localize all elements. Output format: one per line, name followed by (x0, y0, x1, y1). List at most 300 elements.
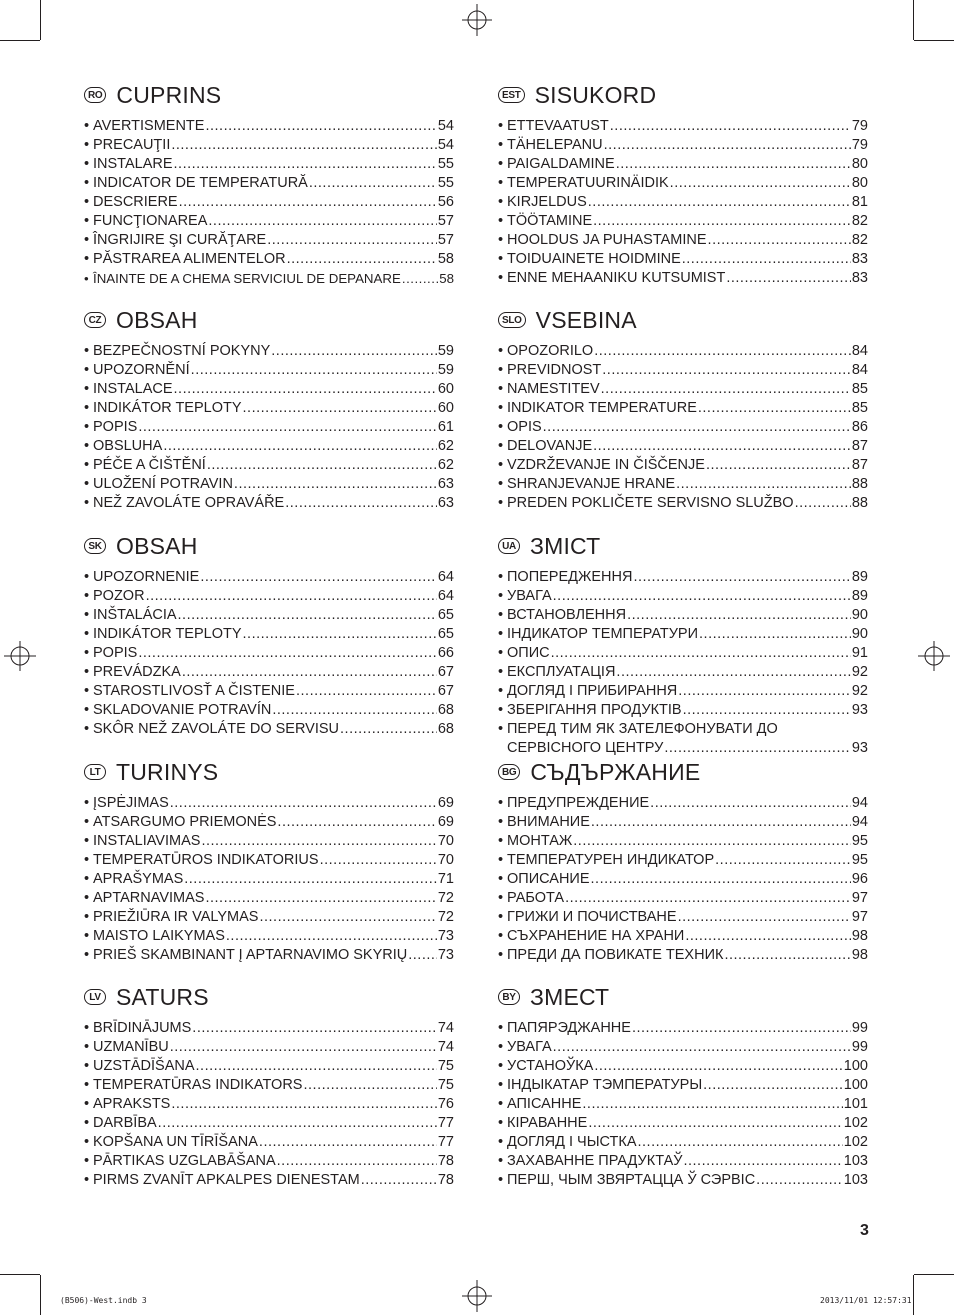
toc-entry (84, 456, 454, 475)
toc-entry (84, 682, 454, 701)
bullet: • (84, 1115, 90, 1131)
dot-leader (171, 136, 437, 155)
toc-entry-page: 67 (437, 664, 454, 680)
toc-entry-page: 88 (851, 495, 868, 511)
toc-entry (498, 380, 868, 399)
toc-entry (84, 399, 454, 418)
section-heading (84, 757, 454, 787)
toc-entry (498, 682, 868, 701)
toc-entry (498, 1171, 868, 1190)
toc-entry-page: 54 (437, 118, 454, 134)
toc-entry-page: 69 (437, 795, 454, 811)
toc-entry (84, 1152, 454, 1171)
section-title: ЗМЕСТ (530, 983, 610, 1010)
dot-leader (408, 946, 437, 965)
dot-leader (678, 682, 851, 701)
toc-entry (498, 794, 868, 813)
registration-mark-icon (462, 1280, 492, 1312)
toc-entry-label: INŠTALÁCIA (93, 607, 177, 623)
toc-entry (84, 1076, 454, 1095)
dot-leader (682, 250, 851, 269)
toc-entry-label: КІРАВАННЕ (507, 1115, 588, 1131)
toc-entry-page: 77 (437, 1134, 454, 1150)
toc-entry-page: 97 (851, 909, 868, 925)
bullet: • (498, 1077, 504, 1093)
toc-entry-page: 102 (843, 1134, 868, 1150)
bullet: • (84, 626, 90, 642)
toc-entry-page: 72 (437, 909, 454, 925)
toc-entry-page: 69 (437, 814, 454, 830)
dot-leader (285, 494, 437, 513)
bullet: • (498, 1096, 504, 1112)
bullet: • (84, 419, 90, 435)
toc-entry-page: 80 (851, 175, 868, 191)
toc-section-bg (498, 757, 868, 965)
bullet: • (498, 814, 504, 830)
toc-entry-page: 103 (843, 1153, 868, 1169)
toc-entry-page: 55 (437, 156, 454, 172)
toc-entry-label: APRAŠYMAS (93, 871, 184, 887)
bullet: • (84, 495, 90, 511)
toc-entry-page: 102 (843, 1115, 868, 1131)
toc-entry-label: VZDRŽEVANJE IN ČIŠČENJE (507, 457, 705, 473)
toc-entry-page: 81 (851, 194, 868, 210)
toc-entry-label: PĀRTIKAS UZGLABĀŠANA (93, 1153, 276, 1169)
toc-entry (84, 851, 454, 870)
bullet: • (84, 1153, 90, 1169)
dot-leader (277, 813, 436, 832)
toc-entry-page: 98 (851, 928, 868, 944)
toc-entry-label: PRIEŠ SKAMBINANT Į APTARNAVIMO SKYRIŲ (93, 947, 408, 963)
bullet: • (498, 476, 504, 492)
toc-section-ro (84, 80, 454, 288)
bullet: • (498, 1134, 504, 1150)
bullet: • (498, 852, 504, 868)
toc-entry-label: KIRJELDUS (507, 194, 587, 210)
toc-entry-page: 62 (437, 438, 454, 454)
section-heading (498, 982, 868, 1012)
toc-entry-label: UZMANĪBU (93, 1039, 169, 1055)
dot-leader (582, 1095, 842, 1114)
toc-entry-label: УСТАНОЎКА (507, 1058, 594, 1074)
section-heading (498, 305, 868, 335)
dot-leader (627, 606, 851, 625)
toc-entry (84, 927, 454, 946)
dot-leader (182, 663, 437, 682)
toc-entry (498, 136, 868, 155)
dot-leader (171, 1095, 437, 1114)
toc-entry-label: PAIGALDAMINE (507, 156, 615, 172)
toc-entry-label: ВНИМАНИЕ (507, 814, 590, 830)
section-title: VSEBINA (535, 306, 637, 333)
dot-leader (685, 927, 851, 946)
toc-entry-label: AVERTISMENTE (93, 118, 205, 134)
dot-leader (243, 399, 437, 418)
toc-entry (498, 587, 868, 606)
toc-entry (498, 870, 868, 889)
bullet: • (498, 1172, 504, 1188)
toc-section-by (498, 982, 868, 1190)
toc-entry-page: 62 (437, 457, 454, 473)
toc-entry-page: 75 (437, 1058, 454, 1074)
dot-leader (259, 1133, 437, 1152)
toc-entry (498, 1095, 868, 1114)
bullet: • (84, 137, 90, 153)
toc-entry (498, 568, 868, 587)
bullet: • (498, 721, 504, 737)
toc-entry-page: 79 (851, 137, 868, 153)
bullet: • (84, 702, 90, 718)
bullet: • (84, 118, 90, 134)
toc-entry (84, 813, 454, 832)
crop-mark (913, 0, 914, 40)
bullet: • (84, 947, 90, 963)
toc-entry (84, 437, 454, 456)
bullet: • (498, 156, 504, 172)
toc-entry (498, 1076, 868, 1095)
dot-leader (616, 663, 850, 682)
crop-mark (913, 1275, 914, 1315)
toc-list (498, 794, 868, 965)
dot-leader (271, 342, 437, 361)
toc-entry-label: SHRANJEVANJE HRANE (507, 476, 676, 492)
bullet: • (498, 569, 504, 585)
bullet: • (84, 795, 90, 811)
section-title: TURINYS (116, 758, 219, 785)
toc-entry (84, 870, 454, 889)
toc-entry-label: STAROSTLIVOSŤ A ČISTENIE (93, 683, 295, 699)
toc-entry-label: TEMPERATUURINÄIDIK (507, 175, 669, 191)
dot-leader (632, 1019, 851, 1038)
toc-entry-label: ДОГЛЯД І ПРИБИРАННЯ (507, 683, 678, 699)
toc-entry (498, 231, 868, 250)
dot-leader (309, 174, 437, 193)
toc-entry-page: 72 (437, 890, 454, 906)
bullet: • (84, 362, 90, 378)
toc-entry-page: 55 (437, 175, 454, 191)
language-badge: SK (84, 538, 106, 554)
toc-entry-label: UPOZORNĚNÍ (93, 362, 190, 378)
bullet: • (498, 1039, 504, 1055)
toc-list (84, 117, 454, 288)
toc-entry-label: PÉČE A ČIŠTĚNÍ (93, 457, 206, 473)
toc-entry (498, 250, 868, 269)
dot-leader (594, 342, 851, 361)
toc-entry-label: NAMESTITEV (507, 381, 600, 397)
language-badge: EST (498, 87, 525, 103)
dot-leader (588, 193, 851, 212)
toc-entry-page: 87 (851, 457, 868, 473)
toc-entry-page: 80 (851, 156, 868, 172)
toc-entry-page: 63 (437, 495, 454, 511)
page-number: 3 (860, 1222, 869, 1239)
toc-entry-label: ІНДЫКАТАР ТЭМПЕРАТУРЫ (507, 1077, 703, 1093)
toc-entry (498, 832, 868, 851)
bullet: • (498, 118, 504, 134)
toc-entry-page: 54 (437, 137, 454, 153)
toc-entry (498, 1019, 868, 1038)
toc-entry-label: ІНДИКАТОР ТЕМПЕРАТУРИ (507, 626, 699, 642)
bullet: • (498, 607, 504, 623)
toc-entry-page: 84 (851, 343, 868, 359)
toc-entry-label: DELOVANJE (507, 438, 593, 454)
bullet: • (498, 438, 504, 454)
toc-entry-page: 58 (437, 251, 454, 267)
bullet: • (498, 213, 504, 229)
toc-entry (84, 908, 454, 927)
toc-entry-label: СЕРВІСНОГО ЦЕНТРУ (507, 740, 664, 756)
dot-leader (207, 456, 437, 475)
toc-entry (84, 1095, 454, 1114)
toc-entry (84, 606, 454, 625)
toc-entry-label: DESCRIERE (93, 194, 178, 210)
toc-entry-label: INDIKÁTOR TEPLOTY (93, 400, 242, 416)
toc-entry-label: TEMPERATŪRAS INDIKATORS (93, 1077, 303, 1093)
toc-entry-page: 70 (437, 833, 454, 849)
toc-entry-page: 83 (851, 270, 868, 286)
toc-entry-label: PREVÁDZKA (93, 664, 181, 680)
dot-leader (402, 269, 438, 288)
toc-entry (498, 342, 868, 361)
bullet: • (498, 833, 504, 849)
bullet: • (84, 213, 90, 229)
toc-entry-page: 64 (437, 588, 454, 604)
toc-entry-label: PIRMS ZVANĪT APKALPES DIENESTAM (93, 1172, 360, 1188)
toc-entry-page: 103 (843, 1172, 868, 1188)
bullet: • (84, 400, 90, 416)
dot-leader (267, 231, 437, 250)
toc-entry (498, 456, 868, 475)
toc-entry-page: 59 (437, 343, 454, 359)
toc-entry (498, 663, 868, 682)
bullet: • (84, 251, 90, 267)
toc-entry-continuation (498, 739, 868, 758)
toc-entry-page: 57 (437, 232, 454, 248)
dot-leader (591, 813, 851, 832)
toc-entry-page: 58 (439, 271, 454, 286)
dot-leader (138, 644, 437, 663)
section-heading (84, 80, 454, 110)
dot-leader (633, 568, 850, 587)
toc-entry (84, 832, 454, 851)
toc-entry (498, 1057, 868, 1076)
dot-leader (683, 1152, 842, 1171)
toc-list (84, 1019, 454, 1190)
toc-entry-page: 96 (851, 871, 868, 887)
dot-leader (601, 380, 851, 399)
toc-entry-page: 95 (851, 833, 868, 849)
language-badge: SLO (498, 312, 526, 328)
toc-entry-label: INSTALARE (93, 156, 173, 172)
toc-entry-label: OPOZORILO (507, 343, 594, 359)
bullet: • (84, 721, 90, 737)
toc-entry-label: ULOŽENÍ POTRAVIN (93, 476, 233, 492)
toc-entry-page: 101 (843, 1096, 868, 1112)
bullet: • (498, 343, 504, 359)
toc-entry (498, 269, 868, 288)
dot-leader (573, 832, 851, 851)
toc-entry-label: PREVIDNOST (507, 362, 602, 378)
toc-list (498, 568, 868, 758)
crop-mark (40, 0, 41, 40)
toc-entry-label: DARBĪBA (93, 1115, 157, 1131)
toc-entry-page: 76 (437, 1096, 454, 1112)
toc-entry-page: 66 (437, 645, 454, 661)
dot-leader (756, 1171, 843, 1190)
toc-entry (84, 361, 454, 380)
section-heading (498, 80, 868, 110)
language-badge: RO (84, 87, 106, 103)
toc-entry (498, 720, 868, 739)
section-title: ЗМІСТ (530, 532, 601, 559)
toc-entry-page: 74 (437, 1039, 454, 1055)
toc-entry-page: 84 (851, 362, 868, 378)
dot-leader (200, 568, 437, 587)
section-title: OBSAH (116, 306, 198, 333)
bullet: • (84, 909, 90, 925)
dot-leader (706, 456, 851, 475)
toc-entry (84, 1019, 454, 1038)
dot-leader (708, 231, 851, 250)
toc-entry (84, 155, 454, 174)
toc-entry-page: 100 (843, 1077, 868, 1093)
dot-leader (191, 361, 437, 380)
dot-leader (277, 1152, 437, 1171)
toc-entry-page: 86 (851, 419, 868, 435)
toc-entry-label: ВСТАНОВЛЕННЯ (507, 607, 627, 623)
bullet: • (498, 232, 504, 248)
bullet: • (84, 1039, 90, 1055)
toc-entry-page: 82 (851, 213, 868, 229)
dot-leader (565, 889, 851, 908)
registration-mark-icon (462, 4, 492, 36)
toc-entry-page: 63 (437, 476, 454, 492)
toc-entry-label: INSTALACE (93, 381, 173, 397)
dot-leader (243, 625, 437, 644)
dot-leader (683, 701, 851, 720)
bullet: • (84, 1134, 90, 1150)
bullet: • (498, 419, 504, 435)
toc-entry-label: ПЕРШ, ЧЫМ ЗВЯРТАЦЦА Ў СЭРВІС (507, 1172, 756, 1188)
toc-entry (498, 475, 868, 494)
bullet: • (84, 175, 90, 191)
toc-entry-label: ATSARGUMO PRIEMONĖS (93, 814, 277, 830)
toc-entry-page: 68 (437, 702, 454, 718)
dot-leader (196, 1057, 437, 1076)
toc-entry-label: ЕКСПЛУАТАЦІЯ (507, 664, 616, 680)
toc-entry-page: 85 (851, 381, 868, 397)
bullet: • (84, 476, 90, 492)
toc-entry (84, 418, 454, 437)
dot-leader (676, 475, 851, 494)
bullet: • (498, 702, 504, 718)
dot-leader (226, 927, 437, 946)
toc-entry (84, 1133, 454, 1152)
bullet: • (498, 1115, 504, 1131)
dot-leader (259, 908, 436, 927)
toc-entry (498, 494, 868, 513)
toc-entry-label: ПОПЕРЕДЖЕННЯ (507, 569, 633, 585)
bullet: • (84, 588, 90, 604)
toc-entry (84, 174, 454, 193)
dot-leader (158, 1114, 437, 1133)
bullet: • (498, 645, 504, 661)
bullet: • (498, 495, 504, 511)
toc-entry-page: 83 (851, 251, 868, 267)
dot-leader (174, 155, 437, 174)
bullet: • (84, 569, 90, 585)
toc-entry-label: FUNCŢIONAREA (93, 213, 208, 229)
toc-entry-page: 67 (437, 683, 454, 699)
bullet: • (498, 795, 504, 811)
bullet: • (84, 1020, 90, 1036)
dot-leader (724, 946, 850, 965)
toc-entry (498, 908, 868, 927)
bullet: • (84, 438, 90, 454)
toc-entry (498, 1038, 868, 1057)
section-title: СЪДЪРЖАНИЕ (530, 758, 701, 785)
toc-entry-label: РАБОТА (507, 890, 565, 906)
toc-entry-label: УВАГА (507, 588, 552, 604)
bullet: • (84, 645, 90, 661)
toc-entry (498, 1152, 868, 1171)
dot-leader (234, 475, 437, 494)
toc-entry (84, 231, 454, 250)
dot-leader (201, 832, 436, 851)
bullet: • (84, 814, 90, 830)
toc-entry-label: МОНТАЖ (507, 833, 573, 849)
dot-leader (205, 117, 436, 136)
toc-entry-label: PREDEN POKLIČETE SERVISNO SLUŽBO (507, 495, 794, 511)
section-heading (498, 757, 868, 787)
dot-leader (593, 437, 851, 456)
toc-entry (84, 946, 454, 965)
bullet: • (498, 626, 504, 642)
toc-entry-label: OBSLUHA (93, 438, 163, 454)
bullet: • (84, 871, 90, 887)
toc-entry-page: 79 (851, 118, 868, 134)
dot-leader (178, 606, 437, 625)
toc-entry-page: 98 (851, 947, 868, 963)
toc-entry-page: 88 (851, 476, 868, 492)
toc-entry-label: SKÔR NEŽ ZAVOLÁTE DO SERVISU (93, 721, 340, 737)
toc-entry-page: 92 (851, 683, 868, 699)
toc-entry-label: APRAKSTS (93, 1096, 171, 1112)
toc-entry (84, 342, 454, 361)
toc-entry-label: TÖÖTAMINE (507, 213, 593, 229)
toc-list (84, 794, 454, 965)
toc-entry-label: TOIDUAINETE HOIDMINE (507, 251, 681, 267)
toc-entry-page: 60 (437, 400, 454, 416)
toc-entry (84, 720, 454, 739)
toc-entry-label: ЗБЕРІГАННЯ ПРОДУКТІВ (507, 702, 682, 718)
toc-entry (498, 927, 868, 946)
toc-entry (84, 193, 454, 212)
dot-leader (591, 870, 851, 889)
toc-entry-label: POPIS (93, 645, 138, 661)
dot-leader (616, 155, 851, 174)
section-heading (84, 531, 454, 561)
toc-entry-label: УВАГА (507, 1039, 552, 1055)
toc-entry-label: KOPŠANA UN TĪRĪŠANA (93, 1134, 258, 1150)
toc-entry (84, 136, 454, 155)
bullet: • (498, 928, 504, 944)
toc-entry (498, 813, 868, 832)
toc-entry (84, 380, 454, 399)
toc-entry (84, 587, 454, 606)
toc-entry-label: ПРЕДУПРЕЖДЕНИЕ (507, 795, 650, 811)
toc-entry-label: ĮSPĖJIMAS (93, 795, 169, 811)
